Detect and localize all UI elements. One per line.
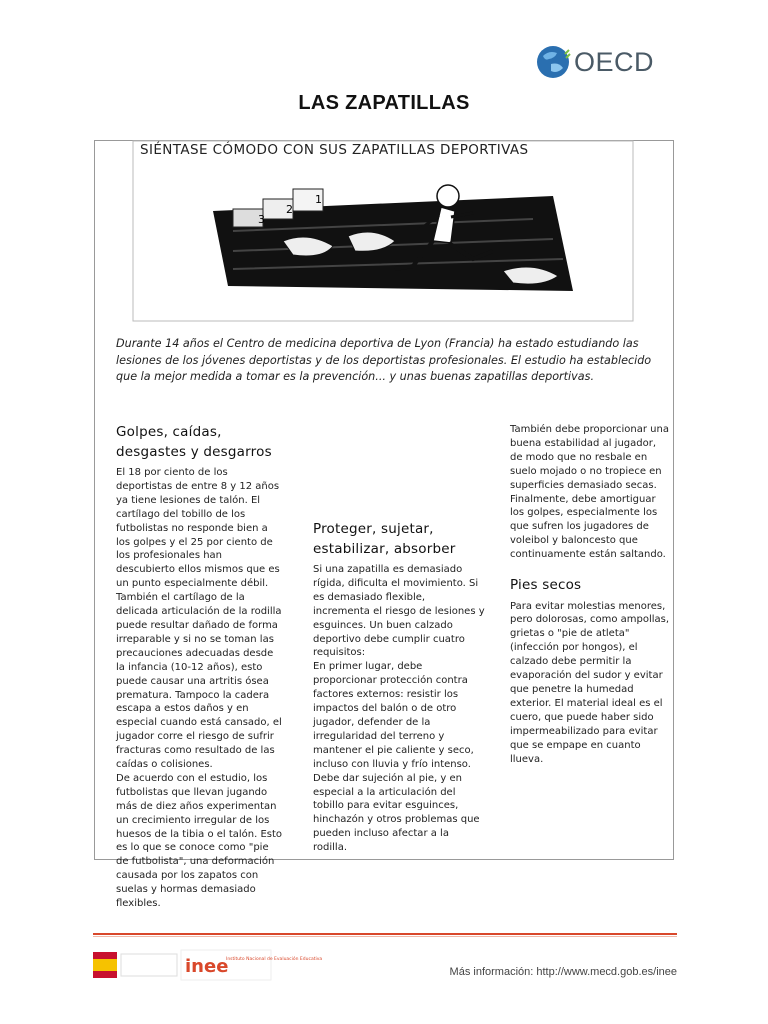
intro-paragraph: Durante 14 años el Centro de medicina deportiva de Lyon (Francia) ha estado estudiando las lesiones de los jóvenes deportistas y de los deportistas profesionales. El estudio ha establecido que la mejor medida a tomar es la prevención... y unas buenas zapatillas deportivas.	[116, 337, 652, 383]
paragraph: Para evitar molestias menores, pero dolorosas, como ampollas, grietas o "pie de atleta" (infección por hongos), el calzado debe permitir la evaporación del sudor y evitar que penetre la humedad exterior. El material ideal es el cuero, que puede haber sido impermeabilizado para evitar que se empape en cuanto llueva.	[510, 600, 670, 765]
paragraph: También debe proporcionar una buena estabilidad al jugador, de modo que no resbale en suelo mojado o no tropiece en superficies demasiado secas.	[510, 424, 669, 491]
podium-number-1: 1	[315, 193, 322, 206]
section-heading-pies-secos: Pies secos	[510, 577, 582, 594]
paragraph: Si una zapatilla es demasiado rígida, dificulta el movimiento. Si es demasiado flexible, incrementa el riesgo de lesiones y esguinces. Un buen calzado deportivo debe cumplir cuatro requisitos:	[313, 564, 485, 659]
paragraph: De acuerdo con el estudio, los futbolistas que llevan jugando más de diez años experimentan un crecimiento irregular de los huesos de la tibia o el talón. Esto es lo que se conoce como "pie de futbolista", una deformación causada por los zapatos con suelas y hormas demasiado flexibles.	[116, 772, 283, 910]
section-heading-proteger: Proteger, sujetar, estabilizar, absorber	[313, 521, 456, 557]
paragraph: Finalmente, debe amortiguar los golpes, especialmente los que sufren los jugadores de voleibol y baloncesto que continuamente están saltando.	[510, 493, 666, 561]
paragraph: En primer lugar, debe proporcionar protección contra factores externos: resistir los impactos del balón o de otro jugador, defender de la irregularidad del terreno y mantener el pie caliente y seco, incluso con lluvia y frío intenso.	[313, 661, 474, 770]
column-1	[116, 423, 284, 911]
podium-number-2: 2	[286, 203, 293, 216]
oecd-logo-text: OECD	[574, 46, 655, 77]
column-3	[510, 423, 670, 766]
inee-logo-text: inee	[185, 956, 229, 977]
oecd-logo	[535, 42, 675, 82]
paragraph: Debe dar sujeción al pie, y en especial a la articulación del tobillo para evitar esguinces, hinchazón y otros problemas que pueden incluso afectar a la rodilla.	[313, 772, 480, 854]
page-title: LAS ZAPATILLAS	[298, 92, 470, 114]
footer-divider	[93, 933, 677, 935]
podium-number-3: 3	[258, 213, 265, 226]
paragraph: El 18 por ciento de los deportistas de entre 8 y 12 años ya tiene lesiones de talón. El cartílago del tobillo de los futbolistas no responde bien a los golpes y el 25 por ciento de los profesionales han descubierto ellos mismos que es un punto especialmente débil. También el cartílago de la delicada articulación de la rodilla puede resultar dañado de forma irreparable y si no se toman las precauciones adecuadas desde la infancia (10-12 años), esto puede causar una artritis ósea prematura. Tampoco la cadera escapa a estos daños y en especial cuando está cansado, el jugador corre el riesgo de sufrir fracturas como resultado de las caídas o colisiones.	[116, 467, 282, 771]
runner-illustration	[133, 141, 633, 321]
footer-divider-thin	[93, 936, 677, 937]
institution-logos	[93, 948, 323, 982]
section-heading-golpes: Golpes, caídas, desgastes y desgarros	[116, 424, 272, 460]
more-info-link[interactable]: Más información: http://www.mecd.gob.es/inee	[449, 966, 677, 978]
column-2	[313, 520, 485, 855]
inee-logo-subtext: Instituto Nacional de Evaluación Educativa	[226, 957, 323, 962]
illustration-title: SIÉNTASE CÓMODO CON SUS ZAPATILLAS DEPORTIVAS	[140, 142, 529, 158]
globe-icon	[535, 44, 571, 80]
